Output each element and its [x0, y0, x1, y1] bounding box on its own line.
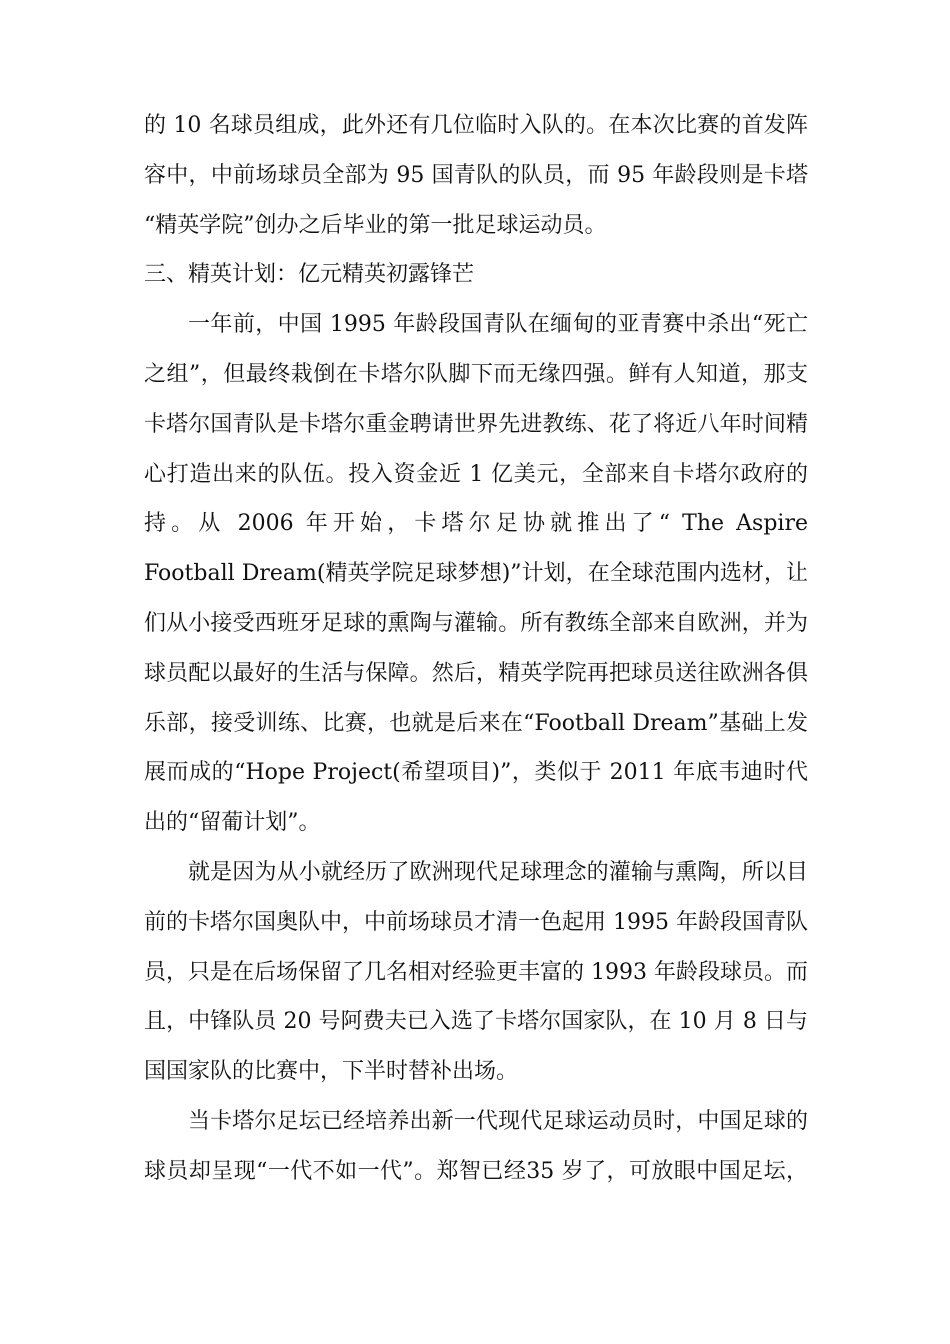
- text-line: 球员却呈现“一代不如一代”。郑智已经35 岁了，可放眼中国足坛，: [144, 1158, 808, 1184]
- article-body: [144, 101, 808, 1197]
- text-line: 乐部，接受训练、比赛，也就是后来在“Football Dream”基础上发: [144, 710, 808, 736]
- text-line: Football Dream(精英学院足球梦想)”计划，在全球范围内选材，让: [144, 561, 808, 587]
- text-line: 之组”，但最终栽倒在卡塔尔队脚下而无缘四强。鲜有人知道，那支: [144, 361, 808, 387]
- paragraph-4: [144, 1097, 808, 1197]
- paragraph-1: [144, 101, 808, 250]
- text-line: 出的“留葡计划”。: [144, 810, 321, 836]
- text-line: 们从小接受西班牙足球的熏陶与灌输。所有教练全部来自欧洲，并为: [144, 610, 808, 636]
- text-line: 国国家队的比赛中，下半时替补出场。: [144, 1059, 519, 1085]
- text-line: 球员配以最好的生活与保障。然后，精英学院再把球员送往欧洲各俱: [144, 660, 808, 686]
- text-line: 展而成的“Hope Project(希望项目)”，类似于 2011 年底韦迪时代: [144, 760, 808, 786]
- paragraph-3: [144, 848, 808, 1097]
- text-line: “精英学院”创办之后毕业的第一批足球运动员。: [144, 212, 607, 238]
- text-line: 前的卡塔尔国奥队中，中前场球员才清一色起用 1995 年龄段国青队: [144, 909, 808, 935]
- section-heading: [144, 250, 808, 300]
- text-line: 的 10 名球员组成，此外还有几位临时入队的。在本次比赛的首发阵: [144, 113, 808, 138]
- text-line: 容中，中前场球员全部为 95 国青队的队员，而 95 年龄段则是卡塔: [144, 162, 808, 188]
- text-line: 一年前，中国 1995 年龄段国青队在缅甸的亚青赛中杀出“死亡: [188, 312, 808, 338]
- text-line: 心打造出来的队伍。投入资金近 1 亿美元，全部来自卡塔尔政府的: [144, 461, 808, 487]
- section-heading-text: 三、精英计划：亿元精英初露锋芒: [144, 262, 475, 288]
- text-line: 持。从 2006 年开始，卡塔尔足协就推出了“ The Aspire: [144, 511, 808, 537]
- paragraph-2: [144, 300, 808, 848]
- text-line: 且，中锋队员 20 号阿费夫已入选了卡塔尔国家队，在 10 月 8 日与: [144, 1009, 808, 1035]
- text-line: 当卡塔尔足坛已经培养出新一代现代足球运动员时，中国足球的: [188, 1108, 808, 1134]
- text-line: 就是因为从小就经历了欧洲现代足球理念的灌输与熏陶，所以目: [188, 859, 808, 885]
- text-line: 卡塔尔国青队是卡塔尔重金聘请世界先进教练、花了将近八年时间精: [144, 411, 808, 437]
- text-line: 员，只是在后场保留了几名相对经验更丰富的 1993 年龄段球员。而: [144, 959, 808, 985]
